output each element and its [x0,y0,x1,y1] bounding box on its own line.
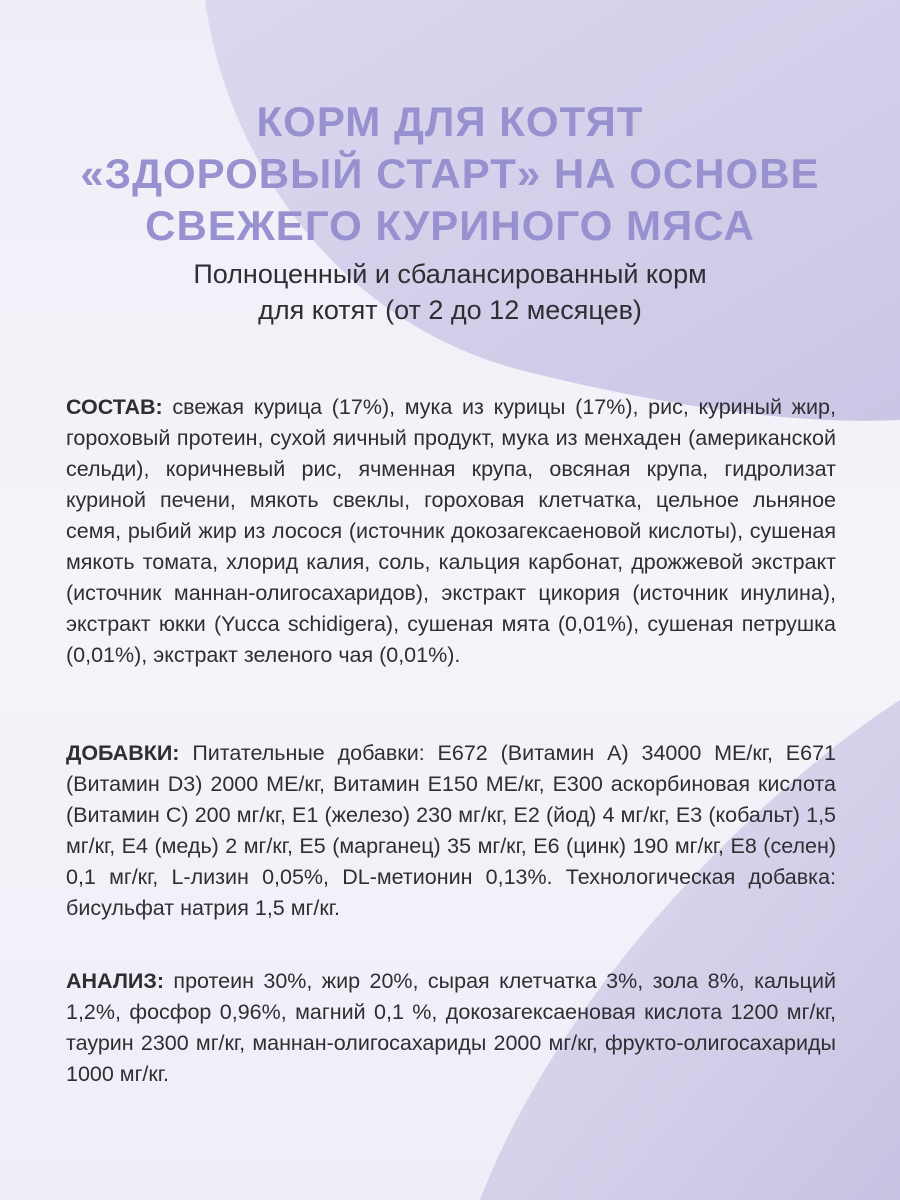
subtitle-line: Полноценный и сбалансированный корм [193,259,707,289]
product-subtitle [40,256,860,328]
title-line: КОРМ ДЛЯ КОТЯТ [256,98,644,145]
additives-heading: ДОБАВКИ: [66,741,180,765]
analysis-heading: АНАЛИЗ: [66,969,165,993]
analysis-section [66,966,836,1090]
product-title [40,96,860,252]
title-line: «ЗДОРОВЫЙ СТАРТ» НА ОСНОВЕ [80,150,820,197]
subtitle-line: для котят (от 2 до 12 месяцев) [258,295,642,325]
additives-text: Питательные добавки: E672 (Витамин А) 34000 МЕ/кг, E671 (Витамин D3) 2000 МЕ/кг, Витамин E150 МЕ/кг, E300 аскорбиновая кислота (Витамин C) 200 мг/кг, E1 (железо) 230 мг/кг, E2 (йод) 4 мг/кг, E3 (кобальт) 1,5 мг/кг, E4 (медь) 2 мг/кг, E5 (марганец) 35 мг/кг, E6 (цинк) 190 мг/кг, E8 (селен) 0,1 мг/кг, L-лизин 0,05%, DL-метионин 0,13%. Технологическая добавка: бисульфат натрия 1,5 мг/кг. [66,741,836,920]
composition-section [66,392,836,671]
analysis-text: протеин 30%, жир 20%, сырая клетчатка 3%, зола 8%, кальций 1,2%, фосфор 0,96%, магний 0,1 %, докозагексаеновая кислота 1200 мг/кг, таурин 2300 мг/кг, маннан-олигосахариды 2000 мг/кг, фрукто-олигосахариды 1000 мг/кг. [66,969,836,1086]
title-line: СВЕЖЕГО КУРИНОГО МЯСА [145,202,755,249]
composition-heading: СОСТАВ: [66,395,163,419]
composition-text: свежая курица (17%), мука из курицы (17%), рис, куриный жир, гороховый протеин, сухой яичный продукт, мука из менхаден (американской сельди), коричневый рис, ячменная крупа, овсяная крупа, гидролизат куриной печени, мякоть свеклы, гороховая клетчатка, цельное льняное семя, рыбий жир из лосося (источник докозагексаеновой кислоты), сушеная мякоть томата, хлорид калия, соль, кальция карбонат, дрожжевой экстракт (источник маннан-олигосахаридов), экстракт цикория (источник инулина), экстракт юкки (Yucca schidigera), сушеная мята (0,01%), сушеная петрушка (0,01%), экстракт зеленого чая (0,01%). [66,395,836,667]
additives-section [66,738,836,924]
